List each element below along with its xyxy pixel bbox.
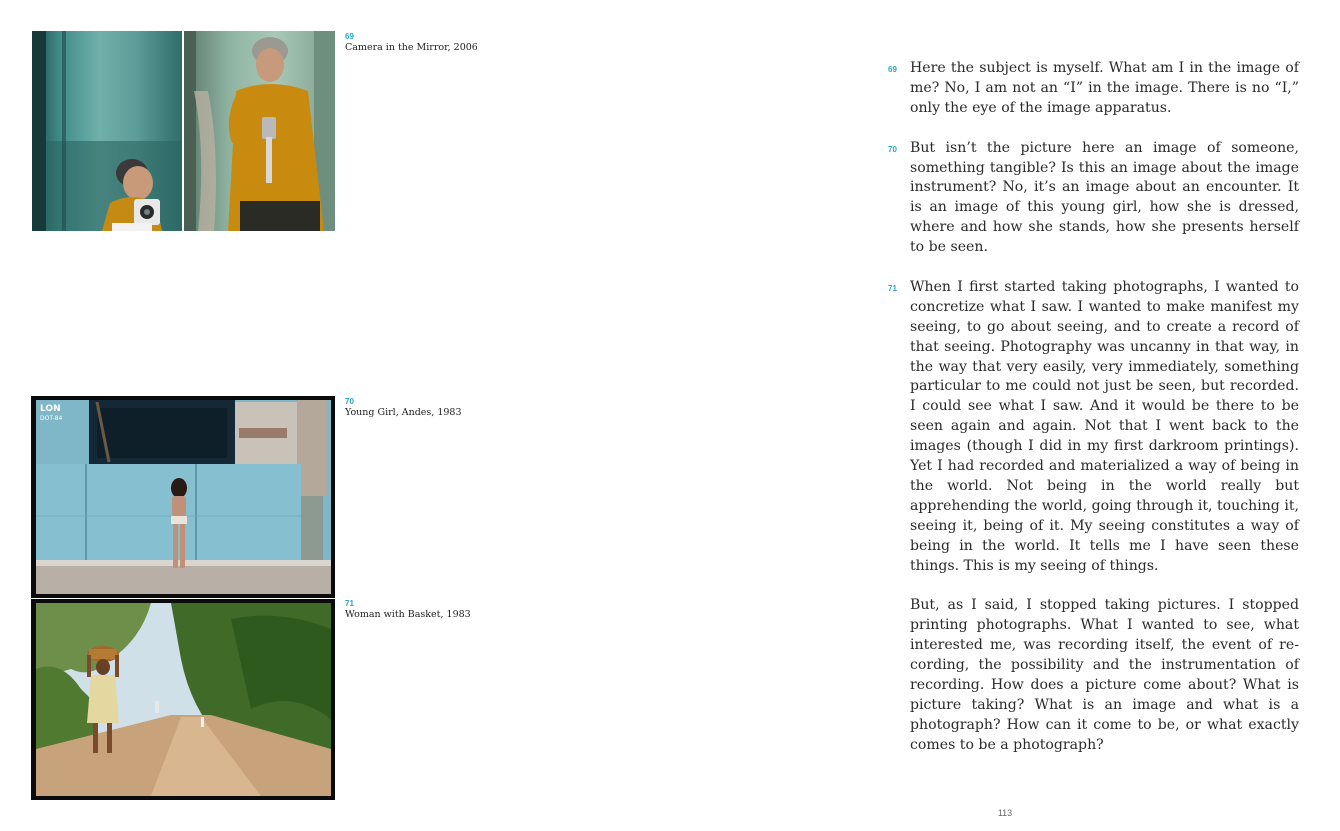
photo-woman-with-basket	[31, 599, 335, 800]
caption-70	[345, 396, 462, 419]
paragraph-text: When I first started taking photographs, I wanted to concretize what I saw. I wanted to make manifest my seeing, to go about seeing, and to create a record of that seeing. Photography was uncanny in that way, in the way that very easily, very immediately, something particular to me could not just be seen, but recorded. I could see what I saw. And it would be there to be seen again and again. Not that I went back to the images (though I did in my first darkroom printings). Yet I had recorded and materialized a way of being in the world. Not being in the world really but apprehending the world, going through it, touching it, seeing it, being of it. My seeing constitutes a way of being in the world. It tells me I have seen these things. This is my seeing of things.	[910, 278, 1299, 574]
paragraph-number: 71	[888, 283, 897, 293]
photo-camera-in-mirror-left	[32, 31, 182, 231]
caption-number: 69	[345, 32, 354, 41]
paragraph-continuation	[888, 596, 1299, 755]
paragraph-text: Here the subject is myself. What am I in the image of me? No, I am not an “I” in the image. There is no “I,” only the eye of the image apparatus.	[910, 60, 1299, 116]
text-column	[888, 59, 1299, 756]
page-number: 113	[997, 808, 1013, 818]
paragraph-number: 70	[888, 144, 897, 154]
man-with-camera-illustration	[184, 31, 335, 231]
caption-69	[345, 31, 478, 54]
caption-number: 71	[345, 599, 354, 608]
paragraph-number: 69	[888, 65, 897, 74]
paragraph-69	[888, 59, 1299, 119]
sign-text-line1: LON	[40, 404, 61, 414]
young-girl-illustration	[31, 396, 335, 598]
caption-title: Camera in the Mirror, 2006	[345, 42, 478, 53]
paragraph-71	[888, 278, 1299, 577]
photo-young-girl-andes	[31, 396, 335, 598]
caption-title: Young Girl, Andes, 1983	[345, 407, 462, 418]
photo-camera-in-mirror-right	[184, 31, 335, 231]
sign-text-line2: DOT-84	[40, 415, 63, 422]
paragraph-70	[888, 139, 1299, 258]
caption-number: 70	[345, 397, 354, 406]
paragraph-text: But, as I said, I stopped taking pictures. I stopped printing photographs. What I wanted to see, what interested me, was recording itself, the event of recording, the possibility and the instrumentation of recording. How does a picture come about? What is picture taking? What is an image and what is a photograph? How can it come to be, or what exactly comes to be a photograph?	[910, 597, 1299, 753]
caption-title: Woman with Basket, 1983	[345, 609, 471, 620]
paragraph-text: But isn’t the picture here an image of someone, something tangible? Is this an image about the image instrument? No, it’s an image about an encounter. It is an image of this young girl, how she is dressed, where and how she stands, how she presents herself to be seen.	[910, 139, 1299, 256]
woman-with-basket-illustration	[31, 599, 335, 800]
mirror-reflection-illustration	[32, 31, 182, 231]
caption-71	[345, 598, 471, 621]
